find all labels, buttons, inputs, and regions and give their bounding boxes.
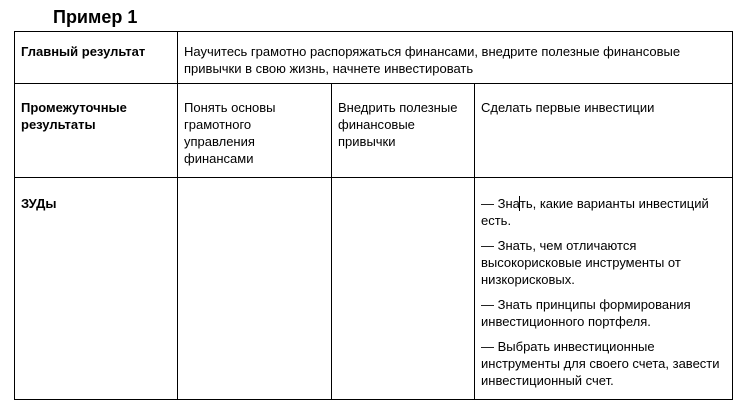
- zud-item-1-text-end: ть, какие варианты инвестиций есть.: [481, 196, 709, 228]
- zud-empty-cell-1[interactable]: [178, 178, 332, 400]
- intermediate-result-cell-2[interactable]: Внедрить полезные финансовые привычки: [332, 84, 475, 178]
- results-table: [14, 31, 733, 400]
- zud-label: ЗУДы: [15, 178, 178, 400]
- intermediate-results-row: [15, 84, 733, 178]
- intermediate-result-cell-1[interactable]: Понять основы грамотного управления финансами: [178, 84, 332, 178]
- intermediate-results-label: Промежуточные результаты: [15, 84, 178, 178]
- zud-empty-cell-2[interactable]: [332, 178, 475, 400]
- zud-list-cell[interactable]: [475, 178, 733, 400]
- zud-item-2: — Знать, чем отличаются высокорисковые инструменты от низкорисковых.: [481, 238, 681, 287]
- zud-item-3: — Знать принципы формирования инвестиционного портфеля.: [481, 297, 691, 329]
- main-result-row: [15, 32, 733, 84]
- zud-item-4: — Выбрать инвестиционные инструменты для своего счета, завести инвестиционный счет.: [481, 339, 720, 388]
- main-result-label: Главный результат: [15, 32, 178, 84]
- intermediate-result-cell-3[interactable]: Сделать первые инвестиции: [475, 84, 733, 178]
- zud-item-1: [481, 195, 726, 229]
- zud-row: [15, 178, 733, 400]
- main-result-text[interactable]: Научитесь грамотно распоряжаться финансами, внедрите полезные финансовые привычки в свою жизнь, начнете инвестировать: [178, 32, 733, 84]
- zud-item-1-text-start: — Зна: [481, 196, 520, 211]
- page-title: Пример 1: [53, 7, 138, 27]
